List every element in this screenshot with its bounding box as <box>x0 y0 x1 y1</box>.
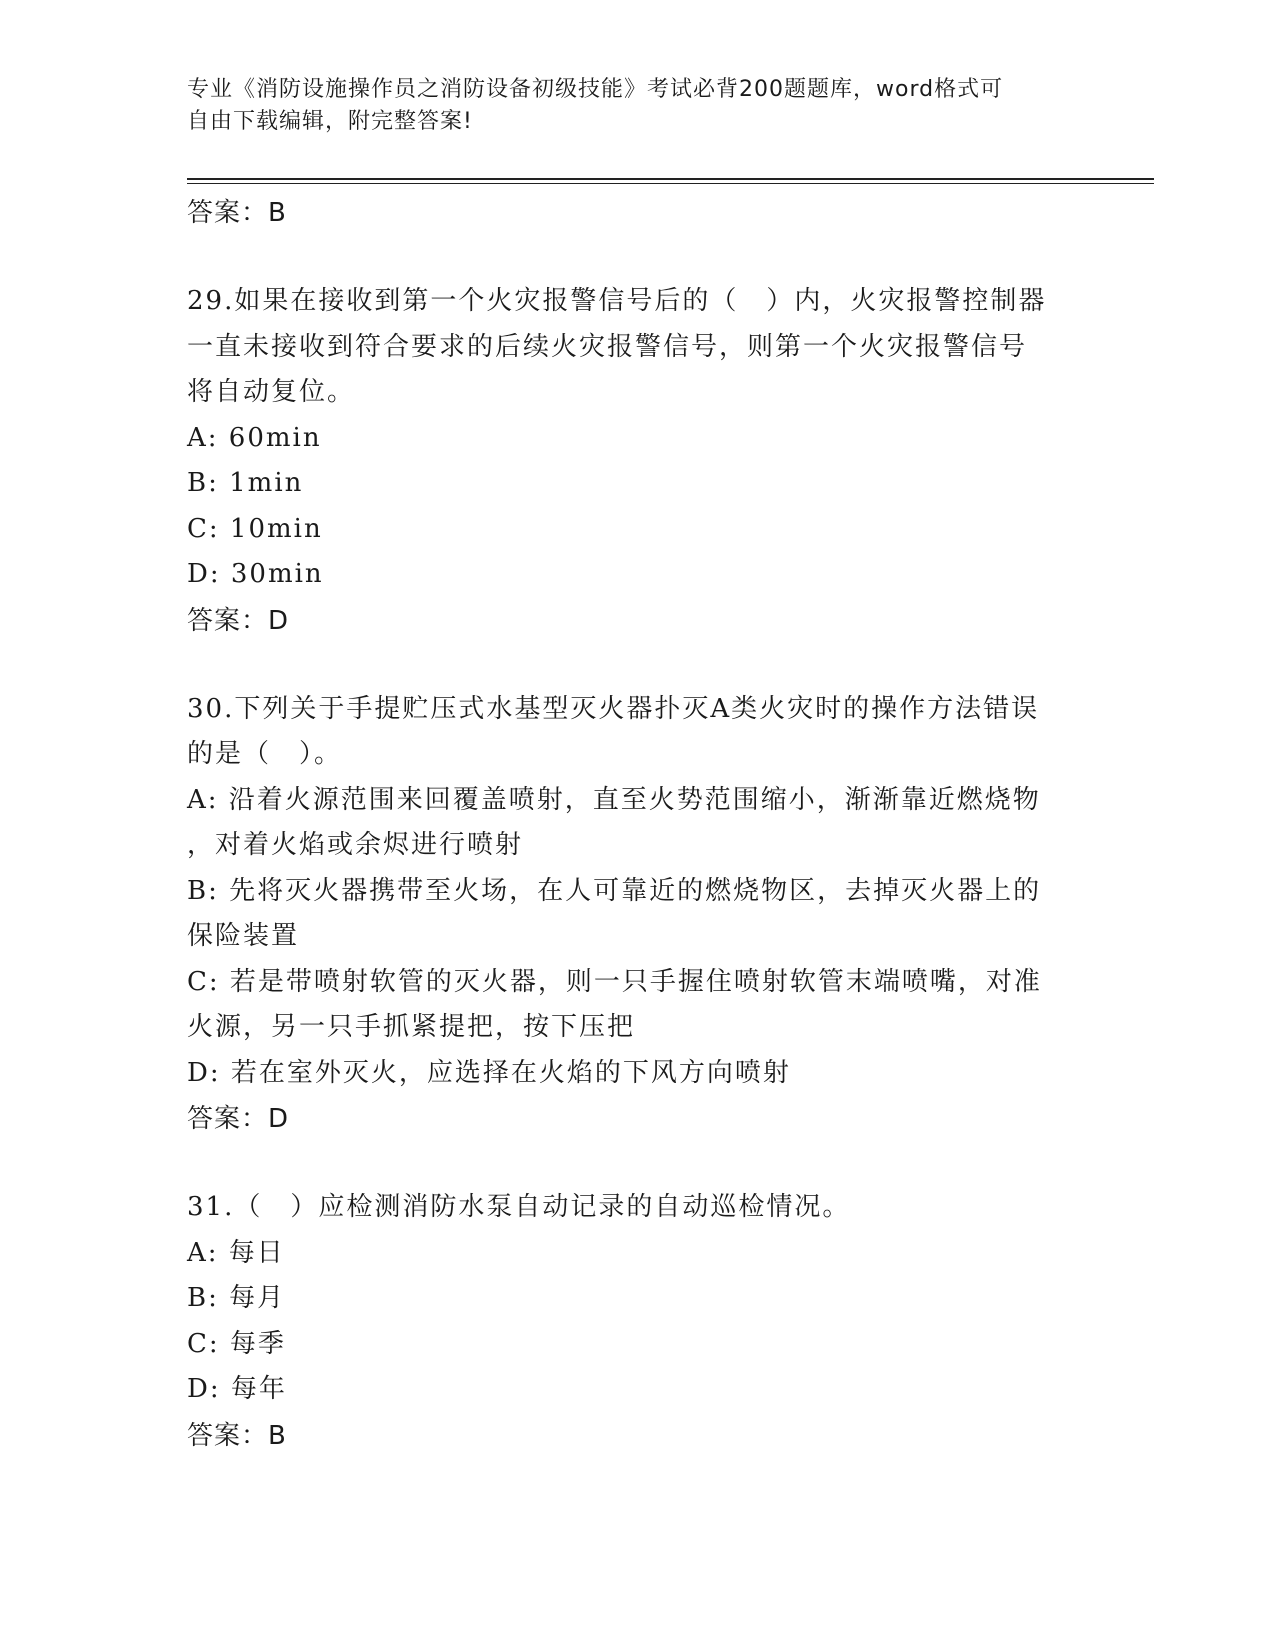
option-b: B: 1min <box>187 468 304 498</box>
header-line-1: 专业《消防设施操作员之消防设备初级技能》考试必背200题题库，word格式可 <box>187 77 1004 102</box>
option-a <box>187 778 1087 869</box>
answer: 答案：D <box>187 1104 290 1134</box>
question-30 <box>187 687 1087 1143</box>
option-d: D: 每年 <box>187 1374 287 1404</box>
option-a: A: 每日 <box>187 1237 285 1268</box>
option-line: ，对着火焰或余烬进行喷射 <box>187 830 524 860</box>
question-31 <box>187 1185 1087 1459</box>
page-header <box>187 74 1087 138</box>
stem-line: 一直未接收到符合要求的后续火灾报警信号，则第一个火灾报警信号 <box>187 331 1028 362</box>
option-a: A: 60min <box>187 422 322 453</box>
question-stem <box>187 687 1087 778</box>
stem-line: 29.如果在接收到第一个火灾报警信号后的（ ）内，火灾报警控制器 <box>187 286 1047 316</box>
option-b: B: 每月 <box>187 1283 286 1313</box>
option-d: D: 30min <box>187 559 324 589</box>
stem-line: 30.下列关于手提贮压式水基型灭火器扑灭A类火灾时的操作方法错误 <box>187 693 1040 724</box>
question-stem <box>187 279 1087 416</box>
option-d <box>187 1051 1087 1097</box>
question-stem <box>187 1185 1087 1231</box>
header-divider-thick <box>187 178 1154 180</box>
option-line: 火源，另一只手抓紧提把，按下压把 <box>187 1012 636 1042</box>
answer: 答案：D <box>187 605 290 636</box>
question-29 <box>187 279 1087 644</box>
stem-line: 31.（ ）应检测消防水泵自动记录的自动巡检情况。 <box>187 1192 851 1222</box>
option-line: B: 先将灭火器携带至火场，在人可靠近的燃烧物区，去掉灭火器上的 <box>187 875 1042 906</box>
stem-line: 将自动复位。 <box>187 377 356 407</box>
question-list <box>187 190 1087 1459</box>
header-line-2: 自由下载编辑，附完整答案! <box>187 109 473 134</box>
option-c <box>187 960 1087 1051</box>
option-c: C: 10min <box>187 513 323 544</box>
option-b <box>187 869 1087 960</box>
option-line: D: 若在室外灭火，应选择在火焰的下风方向喷射 <box>187 1057 791 1088</box>
previous-answer: 答案：B <box>187 198 287 228</box>
answer: 答案：B <box>187 1420 287 1451</box>
option-line: A: 沿着火源范围来回覆盖喷射，直至火势范围缩小，渐渐靠近燃烧物 <box>187 784 1041 815</box>
option-line: 保险装置 <box>187 921 300 951</box>
option-line: C: 若是带喷射软管的灭火器，则一只手握住喷射软管末端喷嘴，对准 <box>187 966 1042 997</box>
stem-line: 的是（ ）。 <box>187 739 343 769</box>
option-c: C: 每季 <box>187 1328 286 1359</box>
header-divider-thin <box>187 183 1154 184</box>
